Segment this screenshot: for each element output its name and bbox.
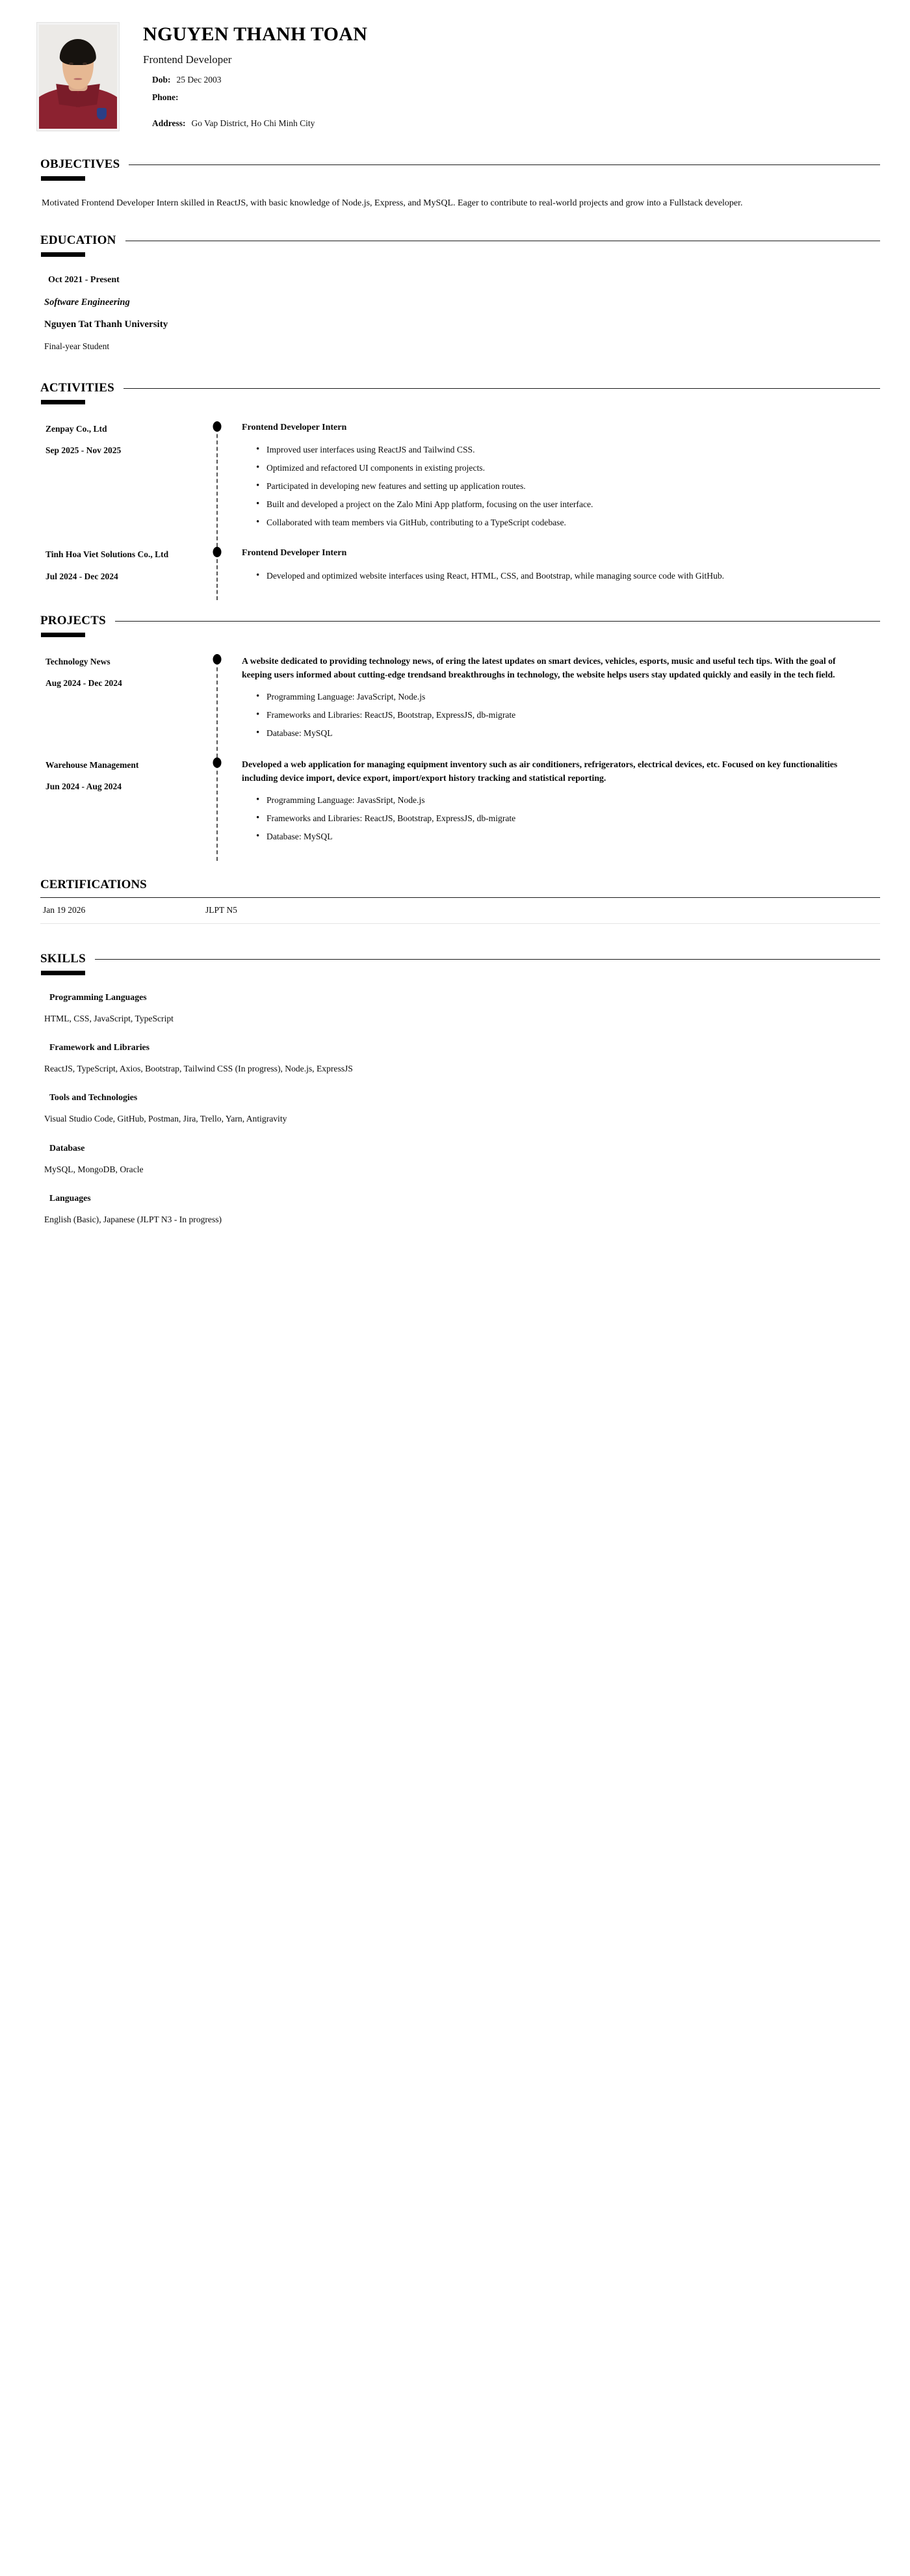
education-body <box>30 275 880 352</box>
skills-heading-row <box>30 953 880 966</box>
project-meta <box>42 757 204 793</box>
contact-row-address <box>143 118 880 129</box>
timeline-axis <box>204 421 230 534</box>
skill-label: Programming Languages <box>49 992 147 1002</box>
project-bullets <box>242 793 854 843</box>
skill-value: English (Basic), Japanese (JLPT N3 - In progress) <box>44 1215 222 1225</box>
list-item: • Programming Language: JavaScript, Node.js <box>256 690 854 703</box>
skill-group-languages <box>42 1193 874 1226</box>
activity-bullets <box>242 569 854 583</box>
address-value: Go Vap District, Ho Chi Minh City <box>191 118 315 129</box>
table-row <box>40 898 880 924</box>
list-item <box>42 654 874 744</box>
certification-date: Jan 19 2026 <box>43 904 86 915</box>
timeline-dashed-line <box>216 757 218 861</box>
activity-role: Frontend Developer Intern <box>242 548 347 559</box>
skill-value: HTML, CSS, JavaScript, TypeScript <box>44 1013 174 1023</box>
address-label: Address: <box>152 118 186 129</box>
activity-detail <box>230 421 874 534</box>
project-name: Technology News <box>46 656 110 666</box>
projects-timeline <box>42 654 874 848</box>
timeline-dot-icon <box>213 421 222 432</box>
section-objectives <box>30 158 880 211</box>
skill-label: Tools and Technologies <box>49 1092 138 1103</box>
project-dates: Aug 2024 - Dec 2024 <box>46 677 122 688</box>
heading-underline-bar <box>41 252 85 257</box>
project-description: A website dedicated to providing technology news, of ering the latest updates on smart devices, vehicles, esports, music and useful tech tips. With the goal of keeping users informed about cutting-edge trendsand breakthroughs in technology, the website helps users stay updated quickly and easily in the tech field. <box>242 655 836 679</box>
skill-value: ReactJS, TypeScript, Axios, Bootstrap, Tailwind CSS (In progress), Node.js, ExpressJS <box>44 1064 353 1073</box>
activity-meta <box>42 547 204 583</box>
phone-label: Phone: <box>152 92 179 103</box>
skill-value: Visual Studio Code, GitHub, Postman, Jira, Trello, Yarn, Antigravity <box>44 1114 287 1124</box>
education-heading: EDUCATION <box>40 233 116 248</box>
education-heading-row <box>30 234 880 248</box>
list-item: • Built and developed a project on the Zalo Mini App platform, focusing on the user interface. <box>256 497 854 511</box>
dob-label: Dob: <box>152 74 171 85</box>
list-item: • Participated in developing new features and setting up application routes. <box>256 479 854 493</box>
heading-underline-bar <box>41 633 85 637</box>
heading-underline-bar <box>41 971 85 975</box>
list-item: • Database: MySQL <box>256 726 854 740</box>
project-description: Developed a web application for managing equipment inventory such as air conditioners, refrigerators, electrical devices, etc. Focused on key functionalities including device import, device export, import/export history tracking and statistical reporting. <box>242 759 838 783</box>
activity-dates: Sep 2025 - Nov 2025 <box>46 445 122 456</box>
objectives-heading: OBJECTIVES <box>40 157 120 171</box>
section-activities <box>30 382 880 587</box>
activity-meta <box>42 421 204 457</box>
education-entry <box>42 275 874 352</box>
list-item <box>42 757 874 848</box>
skills-body <box>30 992 880 1227</box>
timeline-axis <box>204 547 230 586</box>
education-dates: Oct 2021 - Present <box>48 275 120 285</box>
timeline-axis <box>204 654 230 744</box>
contact-row-dob <box>143 74 880 86</box>
skill-group-tools-and-technologies <box>42 1092 874 1125</box>
skill-value: MySQL, MongoDB, Oracle <box>44 1164 144 1174</box>
objectives-heading-row <box>30 158 880 172</box>
activity-org: Zenpay Co., Ltd <box>46 423 107 434</box>
timeline-axis <box>204 757 230 848</box>
list-item: • Optimized and refactored UI components in existing projects. <box>256 461 854 475</box>
list-item: • Frameworks and Libraries: ReactJS, Bootstrap, ExpressJS, db-migrate <box>256 811 854 825</box>
objectives-text: Motivated Frontend Developer Intern skilled in ReactJS, with basic knowledge of Node.js, Express, and MySQL. Eager to contribute to real-world projects and grow into a Fullstack developer. <box>42 198 743 208</box>
activities-timeline <box>42 421 874 587</box>
list-item: • Collaborated with team members via GitHub, contributing to a TypeScript codebase. <box>256 516 854 529</box>
education-status: Final-year Student <box>44 341 110 352</box>
activity-role: Frontend Developer Intern <box>242 422 347 432</box>
list-item: • Programming Language: JavasSript, Node.js <box>256 793 854 807</box>
certification-name: JLPT N5 <box>205 904 237 915</box>
page-title: NGUYEN THANH TOAN <box>143 23 368 45</box>
portrait-photo-icon <box>39 25 117 129</box>
heading-rule <box>124 388 880 389</box>
activities-body <box>30 421 880 587</box>
activity-org: Tinh Hoa Viet Solutions Co., Ltd <box>46 549 169 560</box>
project-name: Warehouse Management <box>46 759 139 770</box>
timeline-dashed-line <box>216 654 218 757</box>
heading-rule <box>95 959 880 960</box>
activity-bullets <box>242 443 854 529</box>
list-item: • Improved user interfaces using ReactJS and Tailwind CSS. <box>256 443 854 456</box>
projects-heading-row <box>30 614 880 628</box>
avatar <box>36 22 120 131</box>
list-item <box>42 547 874 586</box>
section-certifications <box>30 878 880 924</box>
projects-heading: PROJECTS <box>40 613 106 627</box>
activities-heading: ACTIVITIES <box>40 381 114 395</box>
job-title: Frontend Developer <box>143 53 232 66</box>
list-item: • Developed and optimized website interfaces using React, HTML, CSS, and Bootstrap, while managing source code with GitHub. <box>256 569 854 583</box>
timeline-dot-icon <box>213 757 222 768</box>
activity-dates: Jul 2024 - Dec 2024 <box>46 571 118 581</box>
list-item: • Database: MySQL <box>256 830 854 843</box>
contact-row-phone <box>143 92 880 103</box>
skill-group-database <box>42 1143 874 1176</box>
education-school: Nguyen Tat Thanh University <box>44 319 168 330</box>
heading-underline-bar <box>41 176 85 181</box>
project-dates: Jun 2024 - Aug 2024 <box>46 782 122 791</box>
certifications-heading: CERTIFICATIONS <box>40 877 147 891</box>
projects-body <box>30 654 880 848</box>
list-item <box>42 421 874 534</box>
objectives-body <box>30 196 880 211</box>
project-detail <box>230 654 874 744</box>
resume-header <box>30 22 880 136</box>
list-item: • Frameworks and Libraries: ReactJS, Bootstrap, ExpressJS, db-migrate <box>256 708 854 722</box>
section-skills <box>30 953 880 1227</box>
project-meta <box>42 654 204 690</box>
timeline-dot-icon <box>213 654 222 664</box>
skill-group-framework-and-libraries <box>42 1042 874 1075</box>
skill-label: Database <box>49 1142 85 1153</box>
page-bottom-whitespace <box>30 1227 880 1643</box>
skill-label: Languages <box>49 1193 91 1203</box>
skill-label: Framework and Libraries <box>49 1042 150 1052</box>
education-major: Software Engineering <box>44 297 130 308</box>
skill-group-programming-languages <box>42 992 874 1025</box>
skills-heading: SKILLS <box>40 951 86 966</box>
heading-rule <box>129 164 880 165</box>
heading-underline-bar <box>41 400 85 404</box>
project-bullets <box>242 690 854 740</box>
timeline-dot-icon <box>213 547 222 557</box>
timeline-dashed-line <box>216 421 218 547</box>
header-text-block <box>143 22 880 136</box>
section-projects <box>30 614 880 848</box>
section-education <box>30 234 880 352</box>
dob-value: 25 Dec 2003 <box>176 74 222 85</box>
activity-detail <box>230 547 874 586</box>
activities-heading-row <box>30 382 880 395</box>
heading-rule <box>115 621 880 622</box>
project-detail <box>230 757 874 848</box>
